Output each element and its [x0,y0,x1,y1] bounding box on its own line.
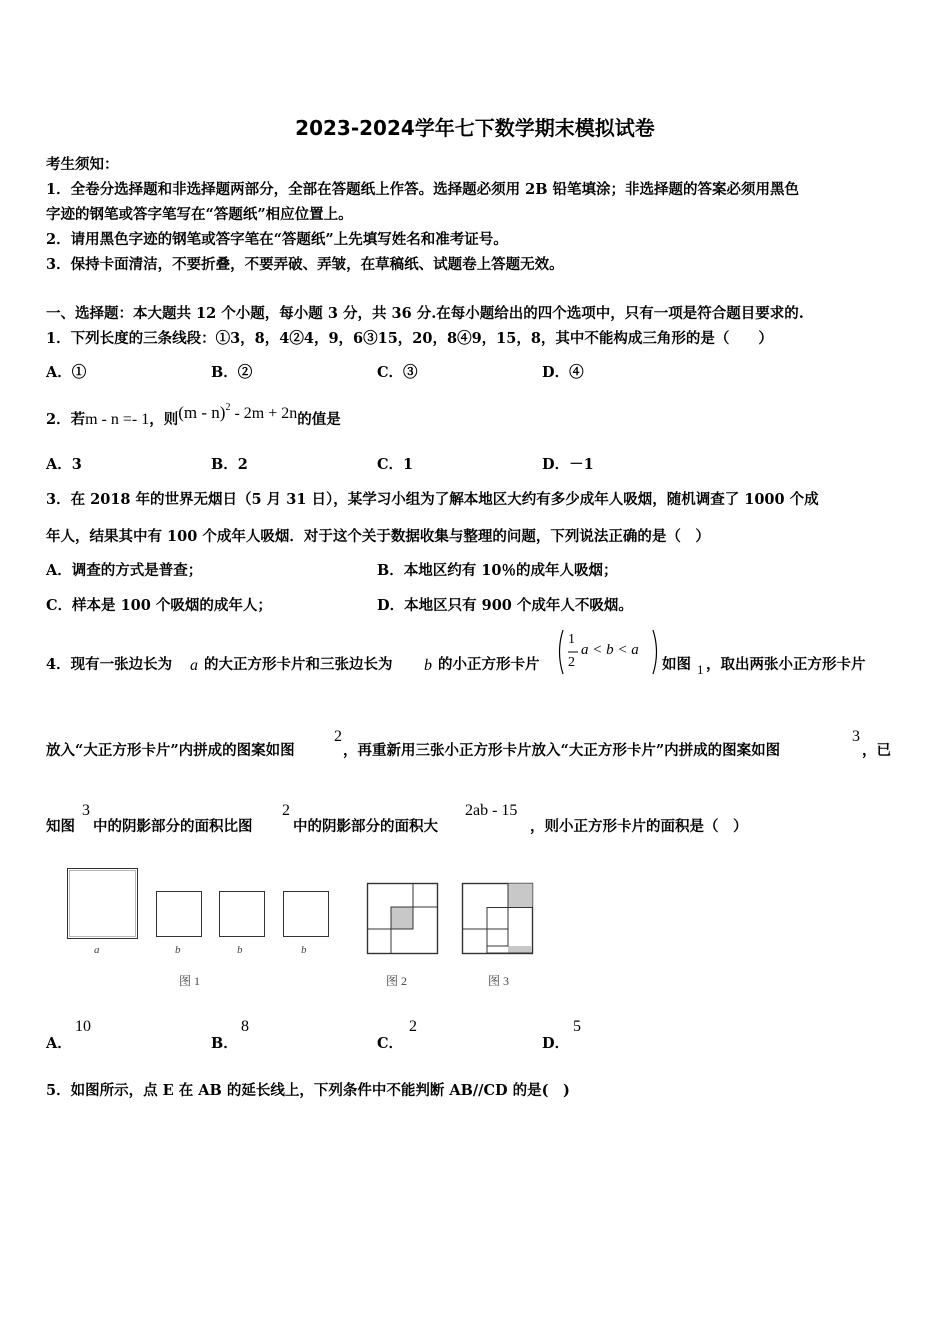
q2-option-c: C．1 [377,456,414,473]
q4-option-c-value: 2 [409,1018,417,1035]
q4-line-1e: ，取出两张小正方形卡片 [706,656,866,673]
q4-line-2a: 放入“大正方形卡片”内拼成的图案如图 [46,742,295,759]
fig3-shaded-bottom [508,946,533,954]
q2-expr-a: (m - n) [178,403,226,422]
q4-fig2b-ref: 2 [282,802,290,819]
q3-option-a: A．调查的方式是普查； [46,562,203,579]
q4-line-2b: ，再重新用三张小正方形卡片放入“大正方形卡片”内拼成的图案如图 [343,742,781,759]
q2-expr-sup: 2 [225,402,231,413]
fig1-label-b-2: b [237,944,243,956]
q4-figure-svg [60,862,550,992]
q4-expr: 2ab - 15 [465,802,518,819]
q2-option-b: B．2 [211,456,248,473]
q3-stem-line-1: 3．在 2018 年的世界无烟日（5 月 31 日），某学习小组为了解本地区大约有多少成年人吸烟，随机调查了 1000 个成 [46,491,819,508]
fig3-small-square-3-edge [487,929,508,946]
fig1-label-b-1: b [175,944,181,956]
fig1-small-square-2 [220,892,265,937]
q1-option-b: B．② [211,364,253,381]
notice-line-1a: 1．全卷分选择题和非选择题两部分，全部在答题纸上作答。选择题必须用 2B 铅笔填涂；非选择题的答案必须用黑色 [46,181,800,198]
q4-option-d: D． [542,1035,570,1052]
q2-option-a: A．3 [46,456,82,473]
q4-ineq: a < b < a [581,642,639,658]
fig1-small-square-3 [284,892,329,937]
q4-figures [60,862,550,992]
q4-line-1c: 的小正方形卡片 [438,656,540,673]
q3-option-c: C．样本是 100 个吸烟的成年人； [46,597,272,614]
fig1-small-square-1 [157,892,202,937]
fig2-shaded-overlap [391,907,413,929]
q4-option-d-value: 5 [573,1018,581,1035]
q4-frac-num: 1 [568,632,575,647]
fig1-label-a: a [94,944,100,956]
q4-line-3b: 中的阴影部分的面积比图 [93,818,253,835]
fig2-caption: 图 2 [386,974,408,988]
q4-fig3-ref: 3 [852,728,860,745]
q2-stem [46,402,341,429]
q4-line-3c: 中的阴影部分的面积大 [293,818,438,835]
q2-expr-b: - 2m + 2n [230,405,298,422]
fig3-shaded-top-right [508,884,533,908]
q4-fig2-ref: 2 [334,728,342,745]
q2-pre: 2．若 [46,411,86,428]
q1-option-d: D．④ [542,364,584,381]
q3-stem-line-2: 年人，结果其中有 100 个成年人吸烟．对于这个关于数据收集与整理的问题，下列说法正确的是（ ） [46,528,710,545]
section-heading: 一、选择题：本大题共 12 个小题，每小题 3 分，共 36 分.在每小题给出的四个选项中，只有一项是符合题目要求的. [46,305,804,322]
q4-line-2c: ，已 [862,742,891,759]
q1-option-c: C．③ [377,364,418,381]
q4-option-b-value: 8 [241,1018,249,1035]
q4-line-1b: 的大正方形卡片和三张边长为 [204,656,393,673]
q4-fig1-ref: 1 [697,662,704,677]
q4-option-b: B． [211,1035,238,1052]
q2-post: 的值是 [297,411,341,428]
q2-mid: ，则 [149,411,179,428]
fig3-small-square-1 [463,884,509,930]
fig1-big-square [68,869,138,939]
notice-line-3: 3．保持卡面清洁，不要折叠，不要弄破、弄皱，在草稿纸、试题卷上答题无效。 [46,256,564,273]
q5-stem: 5．如图所示，点 E 在 AB 的延长线上，下列条件中不能判断 AB//CD 的是( ) [46,1082,570,1099]
notice-heading: 考生须知： [46,156,119,173]
q3-option-b: B．本地区约有 10％的成年人吸烟； [377,562,618,579]
q4-line-3a: 知图 [46,818,75,835]
q1-stem: 1．下列长度的三条线段：①3，8，4②4，9，6③15，20，8④9，15，8，其中不能构成三角形的是（ ） [46,330,773,347]
q4-var-b: b [424,657,432,674]
fig1-caption: 图 1 [179,974,201,988]
notice-line-2: 2．请用黑色字迹的钢笔或答字笔在“答题纸”上先填写姓名和准考证号。 [46,231,508,248]
q2-option-d: D．－1 [542,456,594,473]
q4-line-3d: ，则小正方形卡片的面积是（ ） [530,818,748,835]
q4-frac-den: 2 [568,655,575,670]
q4-var-a: a [190,657,198,674]
q1-option-a: A．① [46,364,87,381]
q4-line-1a: 4．现有一张边长为 [46,656,173,673]
q4-inequality [556,628,660,676]
q4-option-a: A． [46,1035,72,1052]
notice-line-1b: 字迹的钢笔或答字笔写在“答题纸”相应位置上。 [46,206,353,223]
q4-fig3b-ref: 3 [82,802,90,819]
q3-option-d: D．本地区只有 900 个成年人不吸烟。 [377,597,633,614]
q4-option-a-value: 10 [75,1018,91,1035]
page-title: 2023-2024学年七下数学期末模拟试卷 [295,116,655,140]
q2-condition: m - n =- 1 [85,411,150,428]
fig3-caption: 图 3 [488,974,510,988]
q4-option-c: C． [377,1035,404,1052]
fig1-label-b-3: b [301,944,307,956]
q4-line-1d: 如图 [662,656,691,673]
